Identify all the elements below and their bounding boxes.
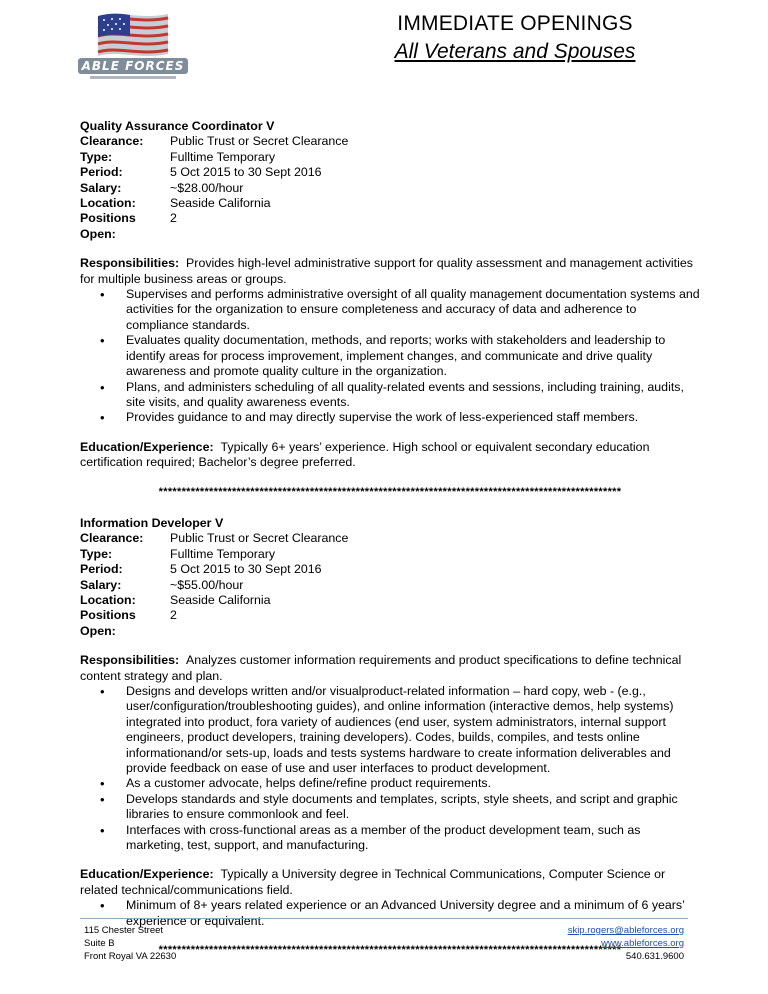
- job-field: [80, 608, 700, 639]
- field-value: Fulltime Temporary: [170, 546, 276, 561]
- job-listings: [80, 119, 700, 959]
- job-posting: [80, 119, 700, 500]
- list-item: • Evaluates quality documentation, methods, and reports; works with stakeholders and leadership to identify areas for process improvement, implement changes, and communicate and drive quality awareness and promote quality culture in the organization.: [126, 333, 700, 379]
- address-line: Front Royal VA 22630: [84, 951, 177, 962]
- page-header: [350, 12, 680, 64]
- able-forces-logo: [76, 6, 192, 82]
- education-label: Education/Experience:: [80, 439, 214, 454]
- job-field: [80, 134, 700, 149]
- footer-divider: [80, 918, 688, 919]
- field-value: Seaside California: [170, 196, 271, 211]
- footer-contact: [568, 924, 684, 963]
- field-label: Salary:: [80, 180, 122, 195]
- list-item: • As a customer advocate, helps define/refine product requirements.: [126, 776, 700, 791]
- job-field: [80, 196, 700, 211]
- field-label: Type:: [80, 149, 113, 164]
- phone-number: 540.631.9600: [625, 951, 684, 962]
- list-item: • Supervises and performs administrative oversight of all quality management documentation systems and activities for the organization to ensure completeness and accuracy of data and adherence to compliance standards.: [126, 287, 700, 333]
- field-value: 2: [170, 211, 177, 226]
- responsibilities-label: Responsibilities:: [80, 256, 180, 271]
- job-field: [80, 211, 700, 242]
- address-line: Suite B: [84, 938, 115, 949]
- field-label: Positions Open:: [80, 211, 136, 241]
- field-value: Public Trust or Secret Clearance: [170, 531, 349, 546]
- education-experience: [80, 867, 700, 898]
- job-field: [80, 181, 700, 196]
- list-item: • Interfaces with cross-functional areas as a member of the product development team, such as marketing, test, support, and manufacturing.: [126, 823, 700, 854]
- field-value: Fulltime Temporary: [170, 149, 276, 164]
- logo-wordmark: ABLE FORCES: [81, 59, 185, 73]
- responsibilities-text: Provides high-level administrative support for quality assessment and management activities for multiple business areas or groups.: [80, 256, 693, 286]
- job-title: Information Developer V: [80, 515, 224, 530]
- job-field: [80, 165, 700, 180]
- field-value: 5 Oct 2015 to 30 Sept 2016: [170, 165, 322, 180]
- field-value: ~$28.00/hour: [170, 180, 244, 195]
- job-title: Quality Assurance Coordinator V: [80, 119, 275, 133]
- job-field: [80, 531, 700, 546]
- job-posting: [80, 516, 700, 959]
- field-label: Clearance:: [80, 531, 144, 546]
- responsibilities-text: Analyzes customer information requirements and product specifications to define technical content strategy and plan.: [80, 653, 682, 683]
- education-label: Education/Experience:: [80, 867, 214, 882]
- header-subtitle: All Veterans and Spouses: [394, 40, 636, 63]
- responsibilities: [80, 256, 700, 287]
- field-value: Seaside California: [170, 592, 271, 607]
- list-item: • Provides guidance to and may directly supervise the work of less-experienced staff members.: [126, 410, 700, 425]
- field-value: 5 Oct 2015 to 30 Sept 2016: [170, 562, 322, 577]
- header-title: IMMEDIATE OPENINGS: [397, 12, 633, 35]
- responsibilities: [80, 653, 700, 684]
- job-field: [80, 593, 700, 608]
- email-link[interactable]: skip.rogers@ableforces.org: [567, 925, 684, 936]
- responsibilities-label: Responsibilities:: [80, 653, 180, 668]
- section-divider: *****************************************************************************************************: [158, 944, 622, 957]
- field-label: Location:: [80, 196, 136, 211]
- field-label: Type:: [80, 546, 113, 561]
- job-field: [80, 578, 700, 593]
- field-value: ~$55.00/hour: [170, 577, 244, 592]
- responsibilities-list: [80, 287, 700, 426]
- education-experience: [80, 440, 700, 471]
- responsibilities-list: [80, 684, 700, 853]
- list-item: • Designs and develops written and/or visualproduct-related information – hard copy, web - (e.g., user/configuration/troubleshooting guides), and online information (interactive demos, help systems) integrated into product, fora variety of audiences (end user, system administrators, internal support engineers, product developers, training developers). Codes, builds, compiles, and tests online informationand/or sets-up, loads and tests systems hardware to create information deliverables and provide feedback on ease of use and user interfaces to product development.: [126, 684, 700, 776]
- job-field: [80, 562, 700, 577]
- footer-address: [84, 924, 176, 963]
- job-field: [80, 547, 700, 562]
- website-link[interactable]: www.ableforces.org: [601, 938, 684, 949]
- field-label: Positions Open:: [80, 608, 136, 638]
- field-value: Public Trust or Secret Clearance: [170, 134, 349, 149]
- education-text: Typically a University degree in Technical Communications, Computer Science or related technical/communications field.: [80, 867, 666, 897]
- section-divider: *****************************************************************************************************: [158, 485, 622, 498]
- field-label: Clearance:: [80, 134, 144, 149]
- field-label: Period:: [80, 562, 123, 577]
- field-label: Salary:: [80, 577, 122, 592]
- list-item: • Develops standards and style documents and templates, scripts, style sheets, and script and graphic libraries to ensure commonlook and feel.: [126, 792, 700, 823]
- field-value: 2: [170, 608, 177, 623]
- job-field: [80, 150, 700, 165]
- address-line: 115 Chester Street: [84, 925, 164, 936]
- education-text: Typically 6+ years’ experience. High school or equivalent secondary education certification required; Bachelor’s degree preferred.: [80, 439, 650, 470]
- list-item: • Plans, and administers scheduling of all quality-related events and sessions, including training, audits, site visits, and quality awareness events.: [126, 380, 700, 411]
- field-label: Period:: [80, 165, 123, 180]
- field-label: Location:: [80, 592, 136, 607]
- list-item: • Minimum of 8+ years related experience or an Advanced University degree and a minimum of 6 years’ experience or equivalent.: [126, 898, 700, 929]
